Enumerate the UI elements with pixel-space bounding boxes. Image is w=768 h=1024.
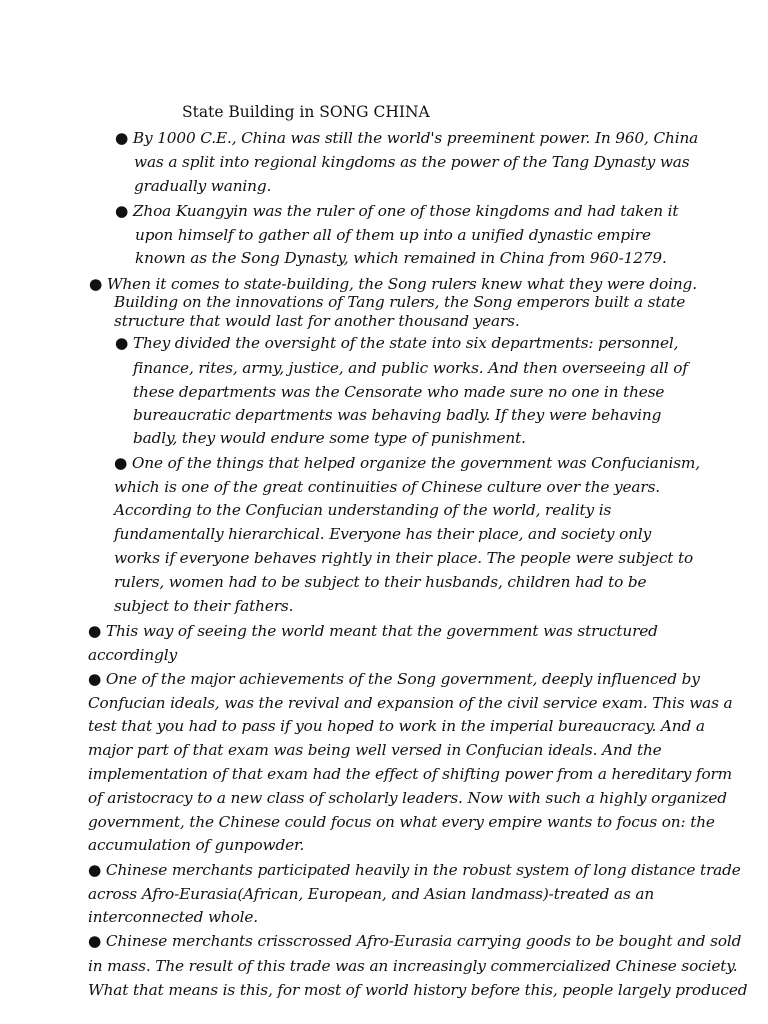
text-line: major part of that exam was being well versed in Confucian ideals. And the [88, 741, 662, 759]
text-line: accordingly [88, 646, 177, 664]
text-line: ● Chinese merchants crisscrossed Afro-Eurasia carrying goods to be bought and sold [88, 932, 742, 950]
text-line: Building on the innovations of Tang rulers, the Song emperors built a state [114, 293, 686, 311]
text-line: fundamentally hierarchical. Everyone has their place, and society only [114, 525, 652, 543]
text-line: gradually waning. [134, 177, 272, 195]
text-line: According to the Confucian understanding of the world, reality is [114, 501, 612, 519]
text-line: bureaucratic departments was behaving badly. If they were behaving [133, 406, 662, 424]
text-line: ● Zhoa Kuangyin was the ruler of one of those kingdoms and had taken it [115, 202, 679, 220]
text-line: structure that would last for another thousand years. [114, 312, 520, 330]
text-line: ● One of the major achievements of the Song government, deeply influenced by [88, 670, 700, 688]
text-line: interconnected whole. [88, 908, 259, 926]
text-line: badly, they would endure some type of punishment. [133, 429, 526, 447]
text-line: implementation of that exam had the effect of shifting power from a hereditary form [88, 765, 733, 783]
text-line: ● One of the things that helped organize the government was Confucianism, [114, 454, 700, 472]
document-title: State Building in SONG CHINA [182, 103, 430, 121]
text-line: finance, rites, army, justice, and public works. And then overseeing all of [133, 359, 688, 377]
text-line: accumulation of gunpowder. [88, 836, 305, 854]
text-line: these departments was the Censorate who made sure no one in these [133, 383, 665, 401]
text-line: ● By 1000 C.E., China was still the world's preeminent power. In 960, China [115, 129, 699, 147]
text-line: works if everyone behaves rightly in their place. The people were subject to [114, 549, 694, 567]
text-line: was a split into regional kingdoms as the power of the Tang Dynasty was [134, 153, 690, 171]
text-line: of aristocracy to a new class of scholarly leaders. Now with such a highly organized [88, 789, 727, 807]
text-line: ● This way of seeing the world meant that the government was structured [88, 622, 658, 640]
text-line: ● When it comes to state-building, the Song rulers knew what they were doing. [89, 275, 697, 293]
text-line: upon himself to gather all of them up into a unified dynastic empire [135, 226, 651, 244]
text-line: subject to their fathers. [114, 597, 294, 615]
text-line: in mass. The result of this trade was an increasingly commercialized Chinese society. [88, 957, 738, 975]
text-line: known as the Song Dynasty, which remained in China from 960-1279. [135, 249, 667, 267]
text-line: across Afro-Eurasia(African, European, and Asian landmass)-treated as an [88, 885, 655, 903]
text-line: ● They divided the oversight of the state into six departments: personnel, [115, 334, 679, 352]
text-line: which is one of the great continuities of Chinese culture over the years. [114, 478, 660, 496]
text-line: test that you had to pass if you hoped to work in the imperial bureaucracy. And a [88, 717, 705, 735]
text-line: Confucian ideals, was the revival and expansion of the civil service exam. This was a [88, 694, 733, 712]
text-line: rulers, women had to be subject to their husbands, children had to be [114, 573, 647, 591]
text-line: government, the Chinese could focus on what every empire wants to focus on: the [88, 813, 715, 831]
text-line: ● Chinese merchants participated heavily in the robust system of long distance trade [88, 861, 741, 879]
text-line: What that means is this, for most of world history before this, people largely produced [88, 981, 748, 999]
